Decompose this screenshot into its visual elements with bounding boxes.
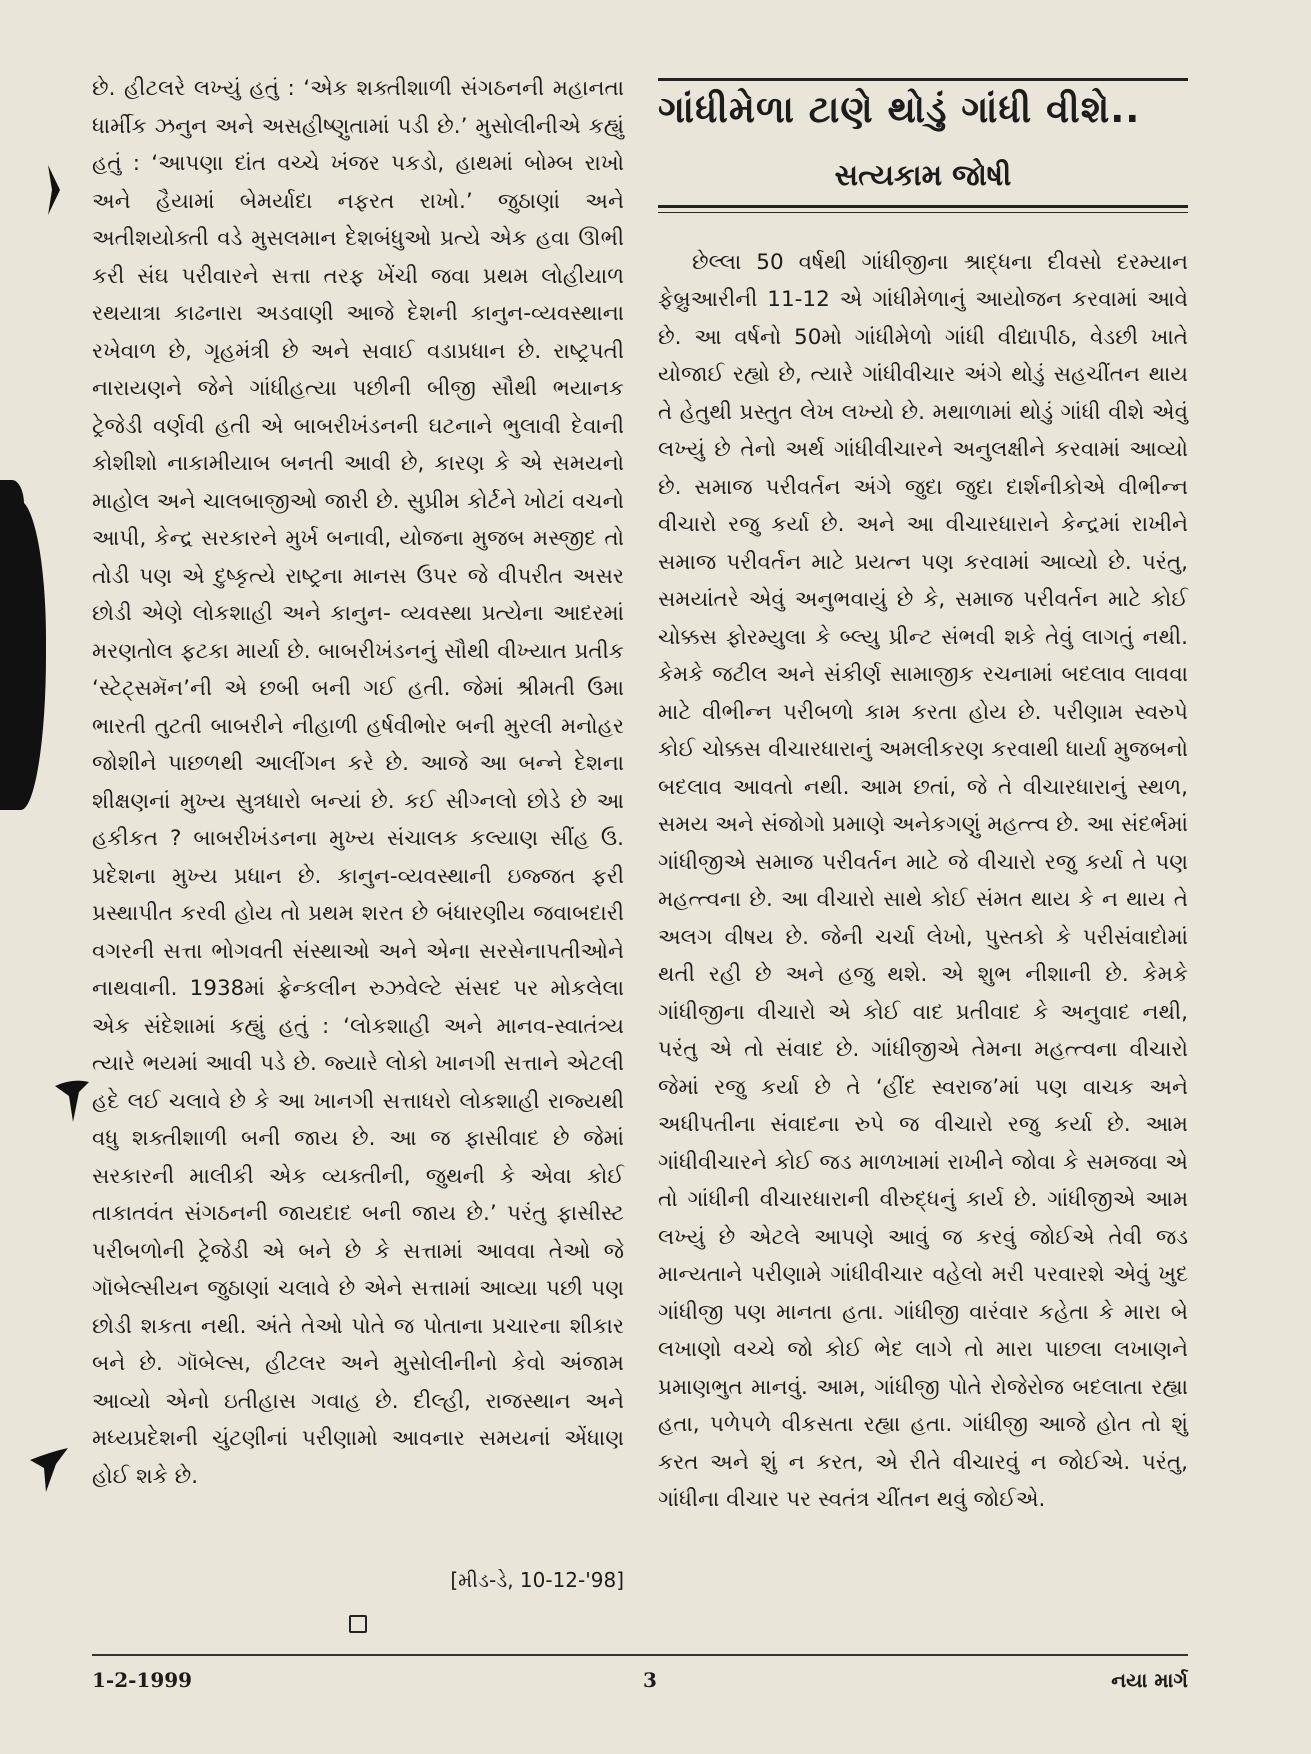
footer-rule — [92, 1654, 1188, 1656]
issue-date: 1-2-1999 — [92, 1668, 193, 1692]
publication-name: નયા માર્ગ — [1111, 1668, 1188, 1692]
source-citation: [મીડ-ડે, 10-12-'98] — [450, 1568, 624, 1592]
end-of-article-mark — [349, 1615, 367, 1633]
page-number: 3 — [643, 1668, 657, 1692]
left-column-text: છે. હીટલરે લખ્યું હતું : ‘એક શક્તીશાળી સંગઠનની મહાનતા ધાર્મીક ઝનુન અને અસહીષ્ણુતામાં પડી છે.’ મુસોલીનીએ કહ્યું હતું : ‘આપણા દાંત વચ્ચે ખંજર પકડો, હાથમાં બોમ્બ રાખો અને હૈયામાં બેમર્યાદા નફરત રાખો.’ જુઠાણાં અને અતીશયોક્તી વડે મુસલમાન દેશબંધુઓ પ્રત્યે એક હવા ઊભી કરી સંઘ પરીવારને સત્તા તરફ ખેંચી જવા પ્રથમ લોહીયાળ રથયાત્રા કાઢનારા અડવાણી આજે દેશની કાનુન-વ્યવસ્થાના રખેવાળ છે, ગૃહમંત્રી છે અને સવાઈ વડાપ્રધાન છે. રાષ્ટ્રપતી નારાયણને જેને ગાંધીહત્યા પછીની બીજી સૌથી ભયાનક ટ્રેજેડી વર્ણવી હતી એ બાબરીખંડનની ઘટનાને ભુલાવી દેવાની કોશીશો નાકામીયાબ બનતી આવી છે, કારણ કે એ સમયનો માહોલ અને ચાલબાજીઓ જારી છે. સુપ્રીમ કોર્ટને ખોટાં વચનો આપી, કેન્દ્ર સરકારને મુર્ખ બનાવી, યોજના મુજબ મસ્જીદ તો તોડી પણ એ દુષ્કૃત્યે રાષ્ટ્રના માનસ ઉપર જે વીપરીત અસર છોડી એણે લોકશાહી અને કાનુન- વ્યવસ્થા પ્રત્યેના આદરમાં મરણતોલ ફટકા માર્યા છે. બાબરીખંડનનું સૌથી વીખ્યાત પ્રતીક ‘સ્ટેટ્સમૅન’ની એ છબી બની ગઈ હતી. જેમાં શ્રીમતી ઉમા ભારતી તુટતી બાબરીને નીહાળી હર્ષવીભોર બની મુરલી મનોહર જોશીને પાછળથી આલીંગન કરે છે. આજે આ બન્ને દેશના શીક્ષણનાં મુખ્ય સુત્રધારો બન્યાં છે. કઈ સીગ્નલો છોડે છે આ હકીકત ? બાબરીખંડનના મુખ્ય સંચાલક કલ્યાણ સીંહ ઉ. પ્રદેશના મુખ્ય પ્રધાન છે. કાનુન-વ્યવસ્થાની ઇજ્જત ફરી પ્રસ્થાપીત કરવી હોય તો પ્રથમ શરત છે બંધારણીય જવાબદારી વગરની સત્તા ભોગવતી સંસ્થાઓ અને એના સરસેનાપતીઓને નાથવાની. 1938માં ફ્રેન્કલીન રુઝવેલ્ટે સંસદ પર મોકલેલા એક સંદેશામાં કહ્યું હતું : ‘લોકશાહી અને માનવ-સ્વાતંત્ર્ય ત્યારે ભયમાં આવી પડે છે. જ્યારે લોકો ખાનગી સત્તાને એટલી હદે લઈ ચલાવે છે કે આ ખાનગી સત્તાધરો લોકશાહી રાજ્યથી વધુ શક્તીશાળી બની જાય છે. આ જ ફાસીવાદ છે જેમાં સરકારની માલીકી એક વ્યક્તીની, જુથની કે એવા કોઈ તાકાતવંત સંગઠનની જાયદાદ બની જાય છે.’ પરંતુ ફાસીસ્ટ પરીબળોની ટ્રેજેડી એ બને છે કે સત્તામાં આવવા તેઓ જે ગૉબેલ્સીયન જુઠાણાં ચલાવે છે એને સત્તામાં આવ્યા પછી પણ છોડી શકતા નથી. અંતે તેઓ પોતે જ પોતાના પ્રચારના શીકાર બને છે. ગૉબેલ્સ, હીટલર અને મુસોલીનીનો કેવો અંજામ આવ્યો એનો ઇતીહાસ ગવાહ છે. દીલ્હી, રાજસ્થાન અને મધ્યપ્રદેશની ચુંટણીનાં પરીણામો આવનાર સમયનાં એંધાણ હોઈ શકે છે. — [92, 76, 624, 1489]
tear-mark-icon — [55, 1078, 91, 1124]
left-column — [92, 70, 624, 1495]
ink-blot — [0, 480, 24, 528]
article-title: ગાંધીમેળા ટાણે થોડું ગાંધી વીશે.. — [658, 88, 1141, 131]
right-column — [658, 222, 1188, 1540]
ink-blot — [0, 500, 46, 810]
author-rule — [658, 212, 1188, 213]
tear-mark-icon — [30, 1448, 70, 1494]
author-rule — [658, 205, 1188, 208]
title-rule — [658, 78, 1188, 81]
right-column-text: છેલ્લા 50 વર્ષથી ગાંધીજીના શ્રાદ્ધના દીવસો દરમ્યાન ફેબ્રુઆરીની 11-12 એ ગાંધીમેળાનું આયોજન કરવામાં આવે છે. આ વર્ષનો 50મો ગાંધીમેળો ગાંધી વીદ્યાપીઠ, વેડછી ખાતે યોજાઈ રહ્યો છે, ત્યારે ગાંધીવીચાર અંગે થોડું સહચીંતન થાય તે હેતુથી પ્રસ્તુત લેખ લખ્યો છે. મથાળામાં થોડું ગાંધી વીશે એવું લખ્યું છે તેનો અર્થ ગાંધીવીચારને અનુલક્ષીને કરવામાં આવ્યો છે. સમાજ પરીવર્તન અંગે જુદા જુદા દાર્શનીકોએ વીભીન્ન વીચારો રજુ કર્યા છે. અને આ વીચારધારાને કેન્દ્રમાં રાખીને સમાજ પરીવર્તન માટે પ્રયત્ન પણ કરવામાં આવ્યો છે. પરંતુ, સમયાંતરે એવું અનુભવાયું છે કે, સમાજ પરીવર્તન માટે કોઈ ચોક્કસ ફોરમ્યુલા કે બ્લ્યુ પ્રીન્ટ સંભવી શકે તેવું લાગતું નથી. કેમકે જટીલ અને સંકીર્ણ સામાજીક રચનામાં બદલાવ લાવવા માટે વીભીન્ન પરીબળો કામ કરતા હોય છે. પરીણામ સ્વરુપે કોઈ ચોક્કસ વીચારધારાનું અમલીકરણ કરવાથી ધાર્યા મુજબનો બદલાવ આવતો નથી. આમ છતાં, જે તે વીચારધારાનું સ્થળ, સમય અને સંજોગો પ્રમાણે અનેકગણું મહત્ત્વ છે. આ સંદર્ભમાં ગાંધીજીએ સમાજ પરીવર્તન માટે જે વીચારો રજુ કર્યા તે પણ મહત્ત્વના છે. આ વીચારો સાથે કોઈ સંમત થાય કે ન થાય તે અલગ વીષય છે. જેની ચર્ચા લેખો, પુસ્તકો કે પરીસંવાદોમાં થતી રહી છે અને હજુ થશે. એ શુભ નીશાની છે. કેમકે ગાંધીજીના વીચારો એ કોઈ વાદ પ્રતીવાદ કે અનુવાદ નથી, પરંતુ એ તો સંવાદ છે. ગાંધીજીએ તેમના મહત્ત્વના વીચારો જેમાં રજુ કર્યા છે તે ‘હીંદ સ્વરાજ’માં પણ વાચક અને અધીપતીના સંવાદના રુપે જ વીચારો રજુ કર્યા છે. આમ ગાંધીવીચારને કોઈ જડ માળખામાં રાખીને જોવા કે સમજવા એ તો ગાંધીની વીચારધારાની વીરુદ્ધનું કાર્ય છે. ગાંધીજીએ આમ લખ્યું છે એટલે આપણે આવું જ કરવું જોઈએ તેવી જડ માન્યતાને પરીણામે ગાંધીવીચાર વહેલો મરી પરવારશે એવું ખુદ ગાંધીજી પણ માનતા હતા. ગાંધીજી વારંવાર કહેતા કે મારા બે લખાણો વચ્ચે જો કોઈ ભેદ લાગે તો મારા પાછલા લખાણને પ્રમાણભુત માનવું. આમ, ગાંધીજી પોતે રોજેરોજ બદલાતા રહ્યા હતા, પળેપળે વીકસતા રહ્યા હતા. ગાંધીજી આજે હોત તો શું કરત અને શું ન કરત, એ રીતે વીચારવું ન જોઈએ. પરંતુ, ગાંધીના વીચાર પર સ્વતંત્ર ચીંતન થવું જોઈએ. — [658, 249, 1188, 1512]
tear-mark-icon — [46, 165, 62, 215]
article-author: સત્યકામ જોષી — [834, 158, 1012, 192]
